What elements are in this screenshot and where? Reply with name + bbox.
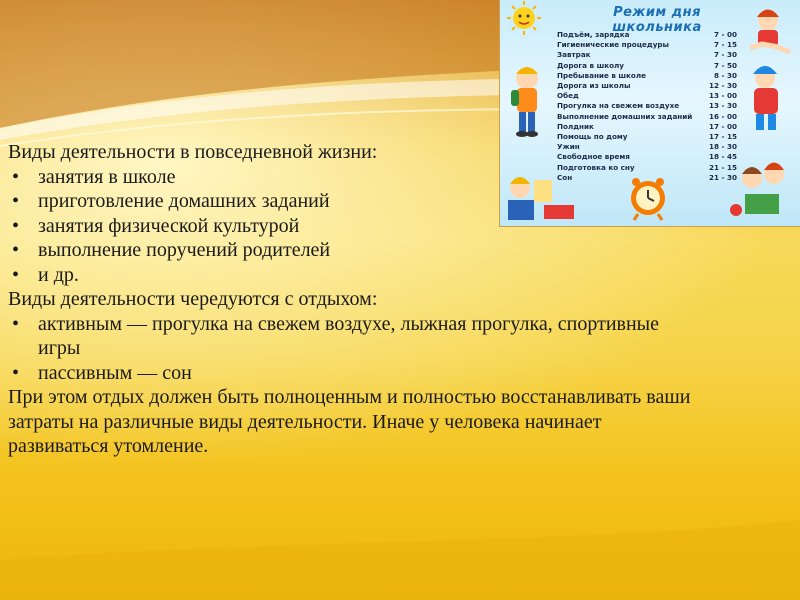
list-item: • приготовление домашних заданий [12,190,330,212]
schedule-activity: Выполнение домашних заданий [557,111,693,121]
bullet: • [12,239,20,261]
schedule-activity: Гигиенические процедуры [557,40,670,50]
schedule-row [557,50,737,60]
schedule-time: 17 - 00 [709,121,737,131]
schedule-row [557,112,737,122]
list-item: • пассивным — сон [12,361,192,384]
list-item: • выполнение поручений родителей [12,239,331,261]
winter-child-icon [753,66,778,130]
conclusion-text: При этом отдых должен быть полноценным и полностью восстанавливать ваши затраты на различные виды деятельности. Иначе у человека начинает развиваться утомление. [8,386,691,457]
schedule-time: 17 - 15 [709,132,737,142]
sun-icon [507,1,541,35]
schedule-row [557,122,737,132]
schedule-time: 21 - 15 [709,162,737,172]
bullet: • [12,190,20,212]
rest-heading: Виды деятельности чередуются с отдыхом: [8,288,378,310]
schedule-time: 7 - 50 [714,60,737,70]
schedule-time: 16 - 00 [709,111,737,121]
schedule-time: 18 - 45 [709,152,737,162]
schedule-activity: Подготовка ко сну [557,162,635,172]
schedule-activity: Сон [557,172,573,182]
schedule-time: 7 - 15 [714,40,737,50]
schedule-row [557,91,737,101]
schedule-row [557,71,737,81]
schedule-time: 13 - 30 [709,101,737,111]
bullet: • [12,165,20,188]
bullet: • [12,214,20,237]
schedule-time: 7 - 30 [714,50,737,60]
rest-types-list [8,312,698,386]
schedule-time: 12 - 30 [709,81,737,91]
kids-reading-icon [730,163,784,217]
schedule-time: 18 - 30 [709,142,737,152]
activities-list [8,162,698,288]
bullet: • [12,263,20,286]
schedule-activity: Ужин [557,142,580,152]
schedule-activity: Дорога в школу [557,60,624,70]
schedule-activity: Дорога из школы [557,81,631,91]
schedule-title: Режим дня школьника [612,5,702,35]
schedule-activity: Подъём, зарядка [557,30,630,39]
list-item: • занятия в школе [12,165,176,188]
schedule-activity: Свободное время [557,152,630,162]
schedule-time: 21 - 30 [709,172,737,182]
schedule-activity: Полдник [557,121,594,131]
schedule-activity: Помощь по дому [557,132,628,142]
schoolboy-icon [511,67,538,137]
bullet: • [12,312,20,335]
schedule-activity: Пребывание в школе [557,70,646,80]
list-item: • активным — прогулка на свежем воздухе, лыжная прогулка, спортивные игры [12,312,659,359]
schedule-time: 7 - 00 [714,30,737,39]
bullet: • [12,361,20,384]
schedule-row [557,61,737,71]
list-item: • занятия физической культурой [12,214,300,237]
schedule-time: 13 - 00 [709,91,737,101]
schedule-row [557,30,737,40]
schedule-row [557,81,737,91]
activities-heading: Виды деятельности в повседневной жизни: [8,141,378,163]
schedule-time: 8 - 30 [714,70,737,80]
main-text [8,140,698,459]
schedule-activity: Обед [557,91,579,101]
schedule-activity: Прогулка на свежем воздухе [557,101,680,111]
girl-icon [750,10,790,53]
list-item: • и др. [12,263,79,286]
schedule-activity: Завтрак [557,50,591,60]
schedule-row [557,40,737,50]
schedule-row [557,101,737,111]
